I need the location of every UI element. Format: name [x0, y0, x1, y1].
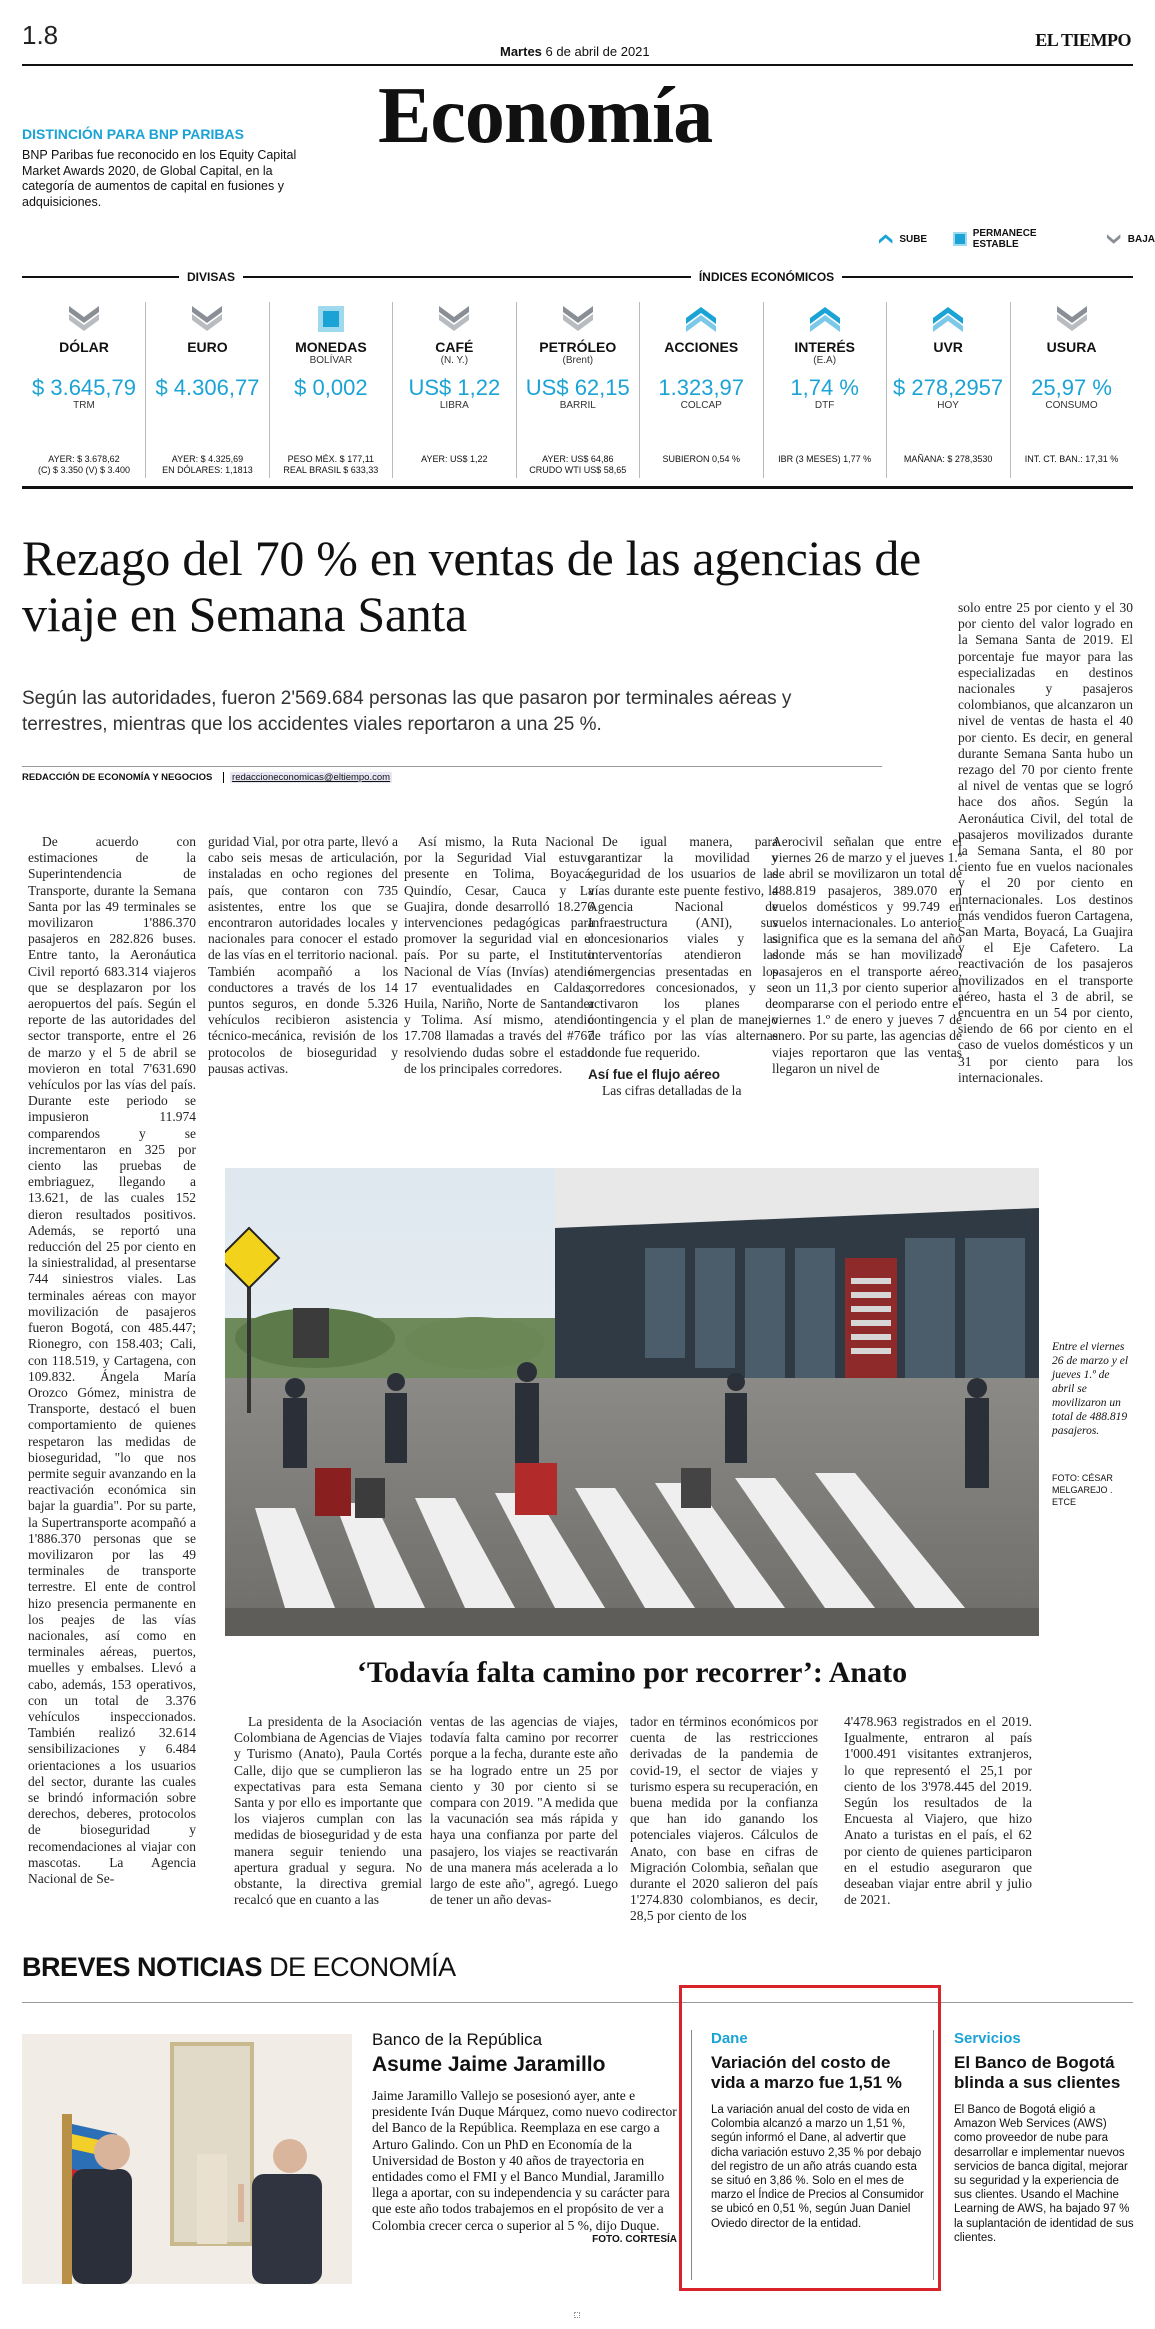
- indicator-monedas: [269, 302, 393, 482]
- indicator-euro: [145, 302, 269, 482]
- indicator-name: ACCIONES: [664, 339, 739, 355]
- indicator-separator: [763, 302, 764, 478]
- bottom-mark: [574, 2312, 580, 2318]
- indicator-separator: [269, 302, 270, 478]
- down-trend-icon: [1055, 304, 1089, 334]
- down-trend-icon: [190, 304, 224, 334]
- indicator-dólar: [22, 302, 146, 482]
- indicator-uvr: [886, 302, 1010, 482]
- indicator-sub: [639, 355, 763, 366]
- indicator-sub: [1010, 355, 1134, 366]
- photo-credit: FOTO: CÉSAR MELGAREJO . ETCE: [1052, 1473, 1113, 1507]
- indicator-extra: IBR (3 MESES) 1,77 %: [778, 454, 872, 464]
- up-trend-icon: [808, 304, 842, 334]
- legend-stable: PERMANECE ESTABLE: [972, 228, 1037, 250]
- legend-up: SUBE: [899, 233, 928, 245]
- indicator-sub: (Brent): [562, 355, 594, 366]
- indicator-name: DÓLAR: [59, 339, 109, 355]
- indicator-extra: PESO MÉX. $ 177,11 REAL BRASIL $ 633,33: [283, 454, 379, 475]
- brief-1-title: Asume Jaime Jaramillo: [372, 2053, 606, 2076]
- indicator-sub: [886, 355, 1010, 366]
- indicator-value: US$ 1,22: [408, 375, 501, 400]
- indicator-unit: COLCAP: [680, 400, 722, 411]
- brief-2-right-sep: [933, 2030, 934, 2280]
- indicator-petróleo: [516, 302, 640, 482]
- anato-col-2: ventas de las agencias de viajes, todavía falta camino por recorrer porque a la fecha, durante este año se ha logrado entre un 25 por ciento y 30 por ciento si se compara con 2019. "A medida que la vacunación sea más rápida y haya una confianza por parte del pasajero, los viajes se reactivarán de una manera más acelerada a lo largo de este año", agregó. Luego de tener un año devas-: [430, 1714, 618, 1908]
- anato-col-1: La presidenta de la Asociación Colombiana de Agencias de Viajes y Turismo (Anato), Paula Cortés Calle, dijo que se cumplieron las expectativas para esta Semana Santa y por ello es importante que los viajeros cumplan con las medidas de bioseguridad y de esta manera seguir teniendo una apertura gradual y segura. No obstante, la directiva gremial recalcó que en cuanto a las: [234, 1714, 422, 1908]
- indicator-usura: [1010, 302, 1134, 482]
- brief-2-kicker: Dane: [711, 2030, 748, 2047]
- indicator-extra: MAÑANA: $ 278,3530: [903, 454, 993, 464]
- byline-email[interactable]: redaccioneconomicas@eltiempo.com: [232, 772, 391, 783]
- indicator-extra: AYER: US$ 64,86 CRUDO WTI US$ 58,65: [529, 454, 627, 475]
- indicator-name: UVR: [933, 339, 963, 355]
- article-photo: [225, 1168, 1039, 1636]
- brief-1-kicker: Banco de la República: [372, 2030, 543, 2049]
- date-line: [500, 44, 650, 59]
- indicator-value: 25,97 %: [1031, 375, 1112, 400]
- brief-3-kicker: Servicios: [954, 2030, 1021, 2047]
- indicator-value: 1,74 %: [790, 375, 859, 400]
- indicator-café: [392, 302, 516, 482]
- indicator-sub: BOLÍVAR: [309, 355, 353, 366]
- brief-2-body: La variación anual del costo de vida en Colombia alcanzó a marzo un 1,51 %, según informó el Dane, al advertir que dicha variación estuvo 2,35 % por debajo del registro de un año atrás cuando esta se situó en 3,86 %. Solo en el mes de marzo el Índice de Precios al Consumidor se ubicó en 0,51 %, según Juan Daniel Oviedo director de la entidad.: [711, 2104, 924, 2230]
- newspaper-logo: EL TIEMPO: [1035, 30, 1131, 50]
- article-headline: Rezago del 70 % en ventas de las agencias de viaje en Semana Santa: [22, 530, 921, 642]
- brief-3-title: El Banco de Bogotá blinda a sus clientes: [954, 2053, 1121, 2092]
- article-col-4: De igual manera, para garantizar la movilidad y seguridad de los usuarios de las vías durante este puente festivo, la Agencia Nacional de Infraestructura (ANI), sus concesionarios viales y las interventorías atendieron las emergencias presentadas en los corredores concesionados, y se activaron los planes de contingencia y el plan de manejo de tráfico por las vías alternas donde fue requerido. Así fue el flujo aéreo Las cifras detalladas de la: [588, 834, 778, 1099]
- table-bottom-rule: [22, 486, 1133, 489]
- indicator-name: USURA: [1046, 339, 1097, 355]
- indicator-separator: [145, 302, 146, 478]
- indicator-value: US$ 62,15: [525, 375, 630, 400]
- indicator-extra: INT. CT. BAN.: 17,31 %: [1024, 454, 1119, 464]
- up-trend-icon: [931, 304, 965, 334]
- indicator-sub: (E.A): [813, 355, 837, 366]
- brief-3-body: El Banco de Bogotá eligió a Amazon Web Services (AWS) como proveedor de nube para desarrollar e implementar nuevos servicios de banca digital, mejorar su seguridad y la experiencia de sus clientes. Usando el Machine Learning de AWS, ha bajado 97 % la suplantación de identidad de sus clientes.: [954, 2104, 1134, 2244]
- section-title: Economía: [378, 72, 713, 160]
- up-trend-icon: [684, 304, 718, 334]
- stable-square-icon: [953, 232, 967, 246]
- brief-1: [372, 2030, 677, 2245]
- article-col-3: Así mismo, la Ruta Nacional por la Seguridad Vial estuvo presente en Tolima, Boyacá, Quindío, Cesar, Cauca y La Guajira, donde desarrolló 18.276 intervenciones pedagógicas para promover la seguridad vial en el país. Por su parte, el Instituto Nacional de Vías (Invías) atendió 17 eventualidades en Caldas, Huila, Nariño, Norte de Santander y Tolima. Así mismo, atendió 17.708 llamadas a través del #767 resolviendo dudas sobre el estado de los principales corredores.: [404, 834, 594, 1076]
- brief-2-title: Variación del costo de vida a marzo fue 1,51 %: [711, 2053, 902, 2092]
- indicator-interés: [763, 302, 887, 482]
- byline: REDACCIÓN DE ECONOMÍA Y NEGOCIOS redaccioneconomicas@eltiempo.com: [22, 772, 391, 783]
- indicator-unit: CONSUMO: [1045, 400, 1098, 411]
- top-rule: [22, 64, 1133, 66]
- brief-1-credit: FOTO. CORTESÍA: [592, 2233, 677, 2245]
- brief-2-left-sep: [691, 2030, 692, 2280]
- indicator-value: $ 278,2957: [893, 375, 1004, 400]
- indicator-unit: TRM: [73, 400, 95, 411]
- indicator-value: $ 4.306,77: [155, 375, 260, 400]
- date-day: Martes: [500, 44, 542, 59]
- article-col-5: Aerocivil señalan que entre el viernes 26 de marzo y el jueves 1.º de abril se movilizaron un total de 488.819 pasajeros, 389.070 en vuelos domésticos y 99.749 en vuelos internacionales. Lo anterior significa que es la semana del año donde más se han movilizado pasajeros en el transporte aéreo, con un 11,3 por ciento superior al compararse con el periodo entre el viernes 1.º de enero y jueves 7 de enero. Por su parte, las agencias de viajes reportaron que las ventas llegaron un nivel de: [772, 834, 962, 1076]
- indicator-name: CAFÉ: [435, 339, 474, 355]
- indicator-extra: AYER: US$ 1,22: [421, 454, 488, 464]
- indicator-extra: AYER: $ 4.325,69 EN DÓLARES: 1,1813: [162, 454, 253, 475]
- article-lead: Según las autoridades, fueron 2'569.684 personas las que pasaron por terminales aéreas y terrestres, mientras que los accidentes viales reportaron a una 25 %.: [22, 688, 792, 735]
- indicator-name: INTERÉS: [794, 339, 855, 355]
- article-col-6: solo entre 25 por ciento y el 30 por ciento del valor logrado en la Semana Santa de 2019. El porcentaje fue mayor para las especializadas en destinos nacionales y pasajeros colombianos, que alcanzaron un nivel de ventas de hasta el 40 por ciento. Es decir, en general durante Semana Santa hubo un rezago del 70 por ciento frente al nivel de ventas que se logró hace dos años. Según la Aeronáutica Civil, del total de pasajeros movilizados durante la Semana Santa, el 80 por ciento fue en vuelos nacionales y el 20 por ciento en internacionales. Los destinos más vendidos fueron Cartagena, San Marta, Boyacá, La Guajira y el Eje Cafetero. La reactivación de los pasajeros movilizados en el transporte aéreo, hasta el 3 de abril, se encuentra en un 54 por ciento, siendo de 66 por ciento en el caso de vuelos domésticos y un 31 por ciento para los internacionales.: [958, 600, 1133, 1085]
- indicator-sub: [145, 355, 269, 366]
- table-header-indices: ÍNDICES ECONÓMICOS: [400, 268, 1133, 286]
- down-arrow-icon: [1106, 232, 1121, 246]
- table-header-currencies: DIVISAS: [22, 268, 400, 286]
- indicator-unit: LIBRA: [439, 400, 469, 411]
- indicator-unit: BARRIL: [559, 400, 596, 411]
- anato-col-4: 4'478.963 registrados en el 2019. Igualmente, entraron al país 1'000.491 visitantes extranjeros, lo que representó el 25,1 por ciento de los 3'978.445 del 2019. Según los resultados de la Encuesta al Viajero, que hizo Anato a turistas en el país, el 62 por ciento de quienes participaron en el estudio aseguraron que deseaban viajar entre abril y julio de 2021.: [844, 1714, 1032, 1908]
- distinction-title: DISTINCIÓN PARA BNP PARIBAS: [22, 126, 244, 142]
- indicator-name: EURO: [187, 339, 228, 355]
- down-trend-icon: [67, 304, 101, 334]
- indicator-value: $ 0,002: [294, 375, 368, 400]
- briefs-header: BREVES NOTICIAS DE ECONOMÍA: [22, 1952, 456, 1982]
- legend-down: BAJA: [1127, 233, 1155, 245]
- indicator-extra: AYER: $ 3.678,62 (C) $ 3.350 (V) $ 3.400: [37, 454, 131, 475]
- sub-headline: ‘Todavía falta camino por recorrer’: Anato: [356, 1656, 908, 1689]
- indicator-name: PETRÓLEO: [539, 339, 617, 355]
- indicator-value: $ 3.645,79: [32, 375, 136, 400]
- swearing-in-illustration: [22, 2034, 352, 2284]
- indicator-separator: [392, 302, 393, 478]
- down-trend-icon: [437, 304, 471, 334]
- airport-crosswalk-illustration: [225, 1168, 1039, 1636]
- indicator-value: 1.323,97: [658, 375, 745, 400]
- indicator-separator: [1010, 302, 1011, 478]
- indicators-row: [22, 302, 1133, 482]
- photo-caption: Entre el viernes 26 de marzo y el jueves 1.º de abril se movilizaron un total de 488.819 pasajeros.: [1052, 1341, 1129, 1437]
- subhead-air-flow: Así fue el flujo aéreo: [588, 1066, 721, 1082]
- indicator-separator: [516, 302, 517, 478]
- brief-photo: [22, 2034, 352, 2284]
- distinction-body: BNP Paribas fue reconocido en los Equity Capital Market Awards 2020, de Global Capital, en la categoría de aumentos de capital en fusiones y adquisiciones.: [22, 148, 297, 209]
- indicator-extra: SUBIERON 0,54 %: [662, 454, 740, 464]
- brief-2: [711, 2030, 925, 2231]
- down-trend-icon: [561, 304, 595, 334]
- byline-rule: [22, 766, 882, 767]
- brief-3: [954, 2030, 1134, 2245]
- indicator-unit: HOY: [937, 400, 959, 411]
- trend-legend: [878, 228, 1155, 250]
- indicator-sub: (N. Y.): [440, 355, 469, 366]
- indicator-sub: [22, 355, 146, 366]
- date-rest: 6 de abril de 2021: [545, 44, 650, 59]
- article-col-1: De acuerdo con estimaciones de la Superintendencia de Transporte, durante la Semana Santa por las 49 terminales se movilizaron 1'886.370 pasajeros en 282.826 buses. Entre tanto, la Aeronáutica Civil reportó 683.314 viajeros que se desplazaron por los aeropuertos del país. Según el reporte de las autoridades del sector transporte, entre el 26 de marzo y el 5 de abril se movieron en total 7'631.690 vehículos por las vías del país. Durante este periodo se impusieron 11.974 comparendos y se incrementaron en 325 por ciento las pruebas de embriaguez, llegando a 13.621, de las cuales 152 dieron resultados positivos. Además, se reportó una reducción del 25 por ciento en la siniestralidad, al presentarse 744 siniestros viales. Las terminales aéreas con mayor movilización de pasajeros fueron Bogotá, con 485.447; Rionegro, con 158.403; Cali, con 118.519, y Cartagena, con 109.832. Ángela María Orozco Gómez, ministra de Transporte, destacó el buen comportamiento de quienes respetaron las medidas de bioseguridad, "lo que nos permite seguir avanzando en la reactivación económica sin bajar la guardia". Por su parte, la Supertransporte acompañó a 1'886.370 personas que se movilizaron por las 49 terminales de transporte terrestre. El ente de control hizo presencia permanente en los peajes de las vías nacionales, así como en terminales aéreas, puertos, muelles y embalses. Llevó a cabo, además, 153 operativos, con un total de 3.376 vehículos inspeccionados. También realizó 32.614 sensibilizaciones y 6.484 orientaciones a los usuarios del sector, durante las cuales se brindó información sobre derechos, deberes, protocolos de bioseguridad y recomendaciones al viajar con mascotas. La Agencia Nacional de Se-: [28, 834, 196, 1886]
- indicator-separator: [886, 302, 887, 478]
- indicator-unit: DTF: [814, 400, 835, 411]
- indicator-name: MONEDAS: [295, 339, 367, 355]
- page-number: 1.8: [22, 20, 59, 50]
- stable-trend-icon: [316, 304, 346, 334]
- briefs-rule: [22, 2002, 1133, 2003]
- up-arrow-icon: [878, 232, 893, 246]
- indicator-separator: [639, 302, 640, 478]
- anato-col-3: tador en términos económicos por cuenta de las restricciones derivadas de la pandemia de covid-19, el sector de viajes y turismo espera su recuperación, en buena medida por la confianza que han ido ganando los potenciales viajeros. Cálculos de Anato, con base en cifras de Migración Colombia, señalan que durante el 2020 salieron del país 1'274.830 colombianos, es decir, 28,5 por ciento de los: [630, 1714, 818, 1924]
- article-col-2: guridad Vial, por otra parte, llevó a cabo seis mesas de articulación, instaladas en ocho regiones del país, que contaron con 735 asistentes, entre los que se encontraron autoridades locales y nacionales para conocer el estado de las vías en el territorio nacional. También acompañó a los conductores a través de los 14 puntos seguros, en donde 5.326 vehículos recibieron asistencia técnico-mecánica, revisión de los protocolos de bioseguridad y pausas activas.: [208, 834, 398, 1076]
- brief-1-body: Jaime Jaramillo Vallejo se posesionó ayer, ante e presidente Iván Duque Márquez, como nuevo codirector del Banco de la República. Reemplaza en ese cargo a Arturo Galindo. Con un PhD en Economía de la Universidad de Boston y 40 años de trayectoria en entidades como el FMI y el Banco Mundial, Jaramillo llega a aportar, con su independencia y su carácter para que este año todos trabajemos en el propósito de ver a Colombia crecer cerca o superior al 5 %, dijo Duque.: [372, 2088, 677, 2233]
- indicator-acciones: [639, 302, 763, 482]
